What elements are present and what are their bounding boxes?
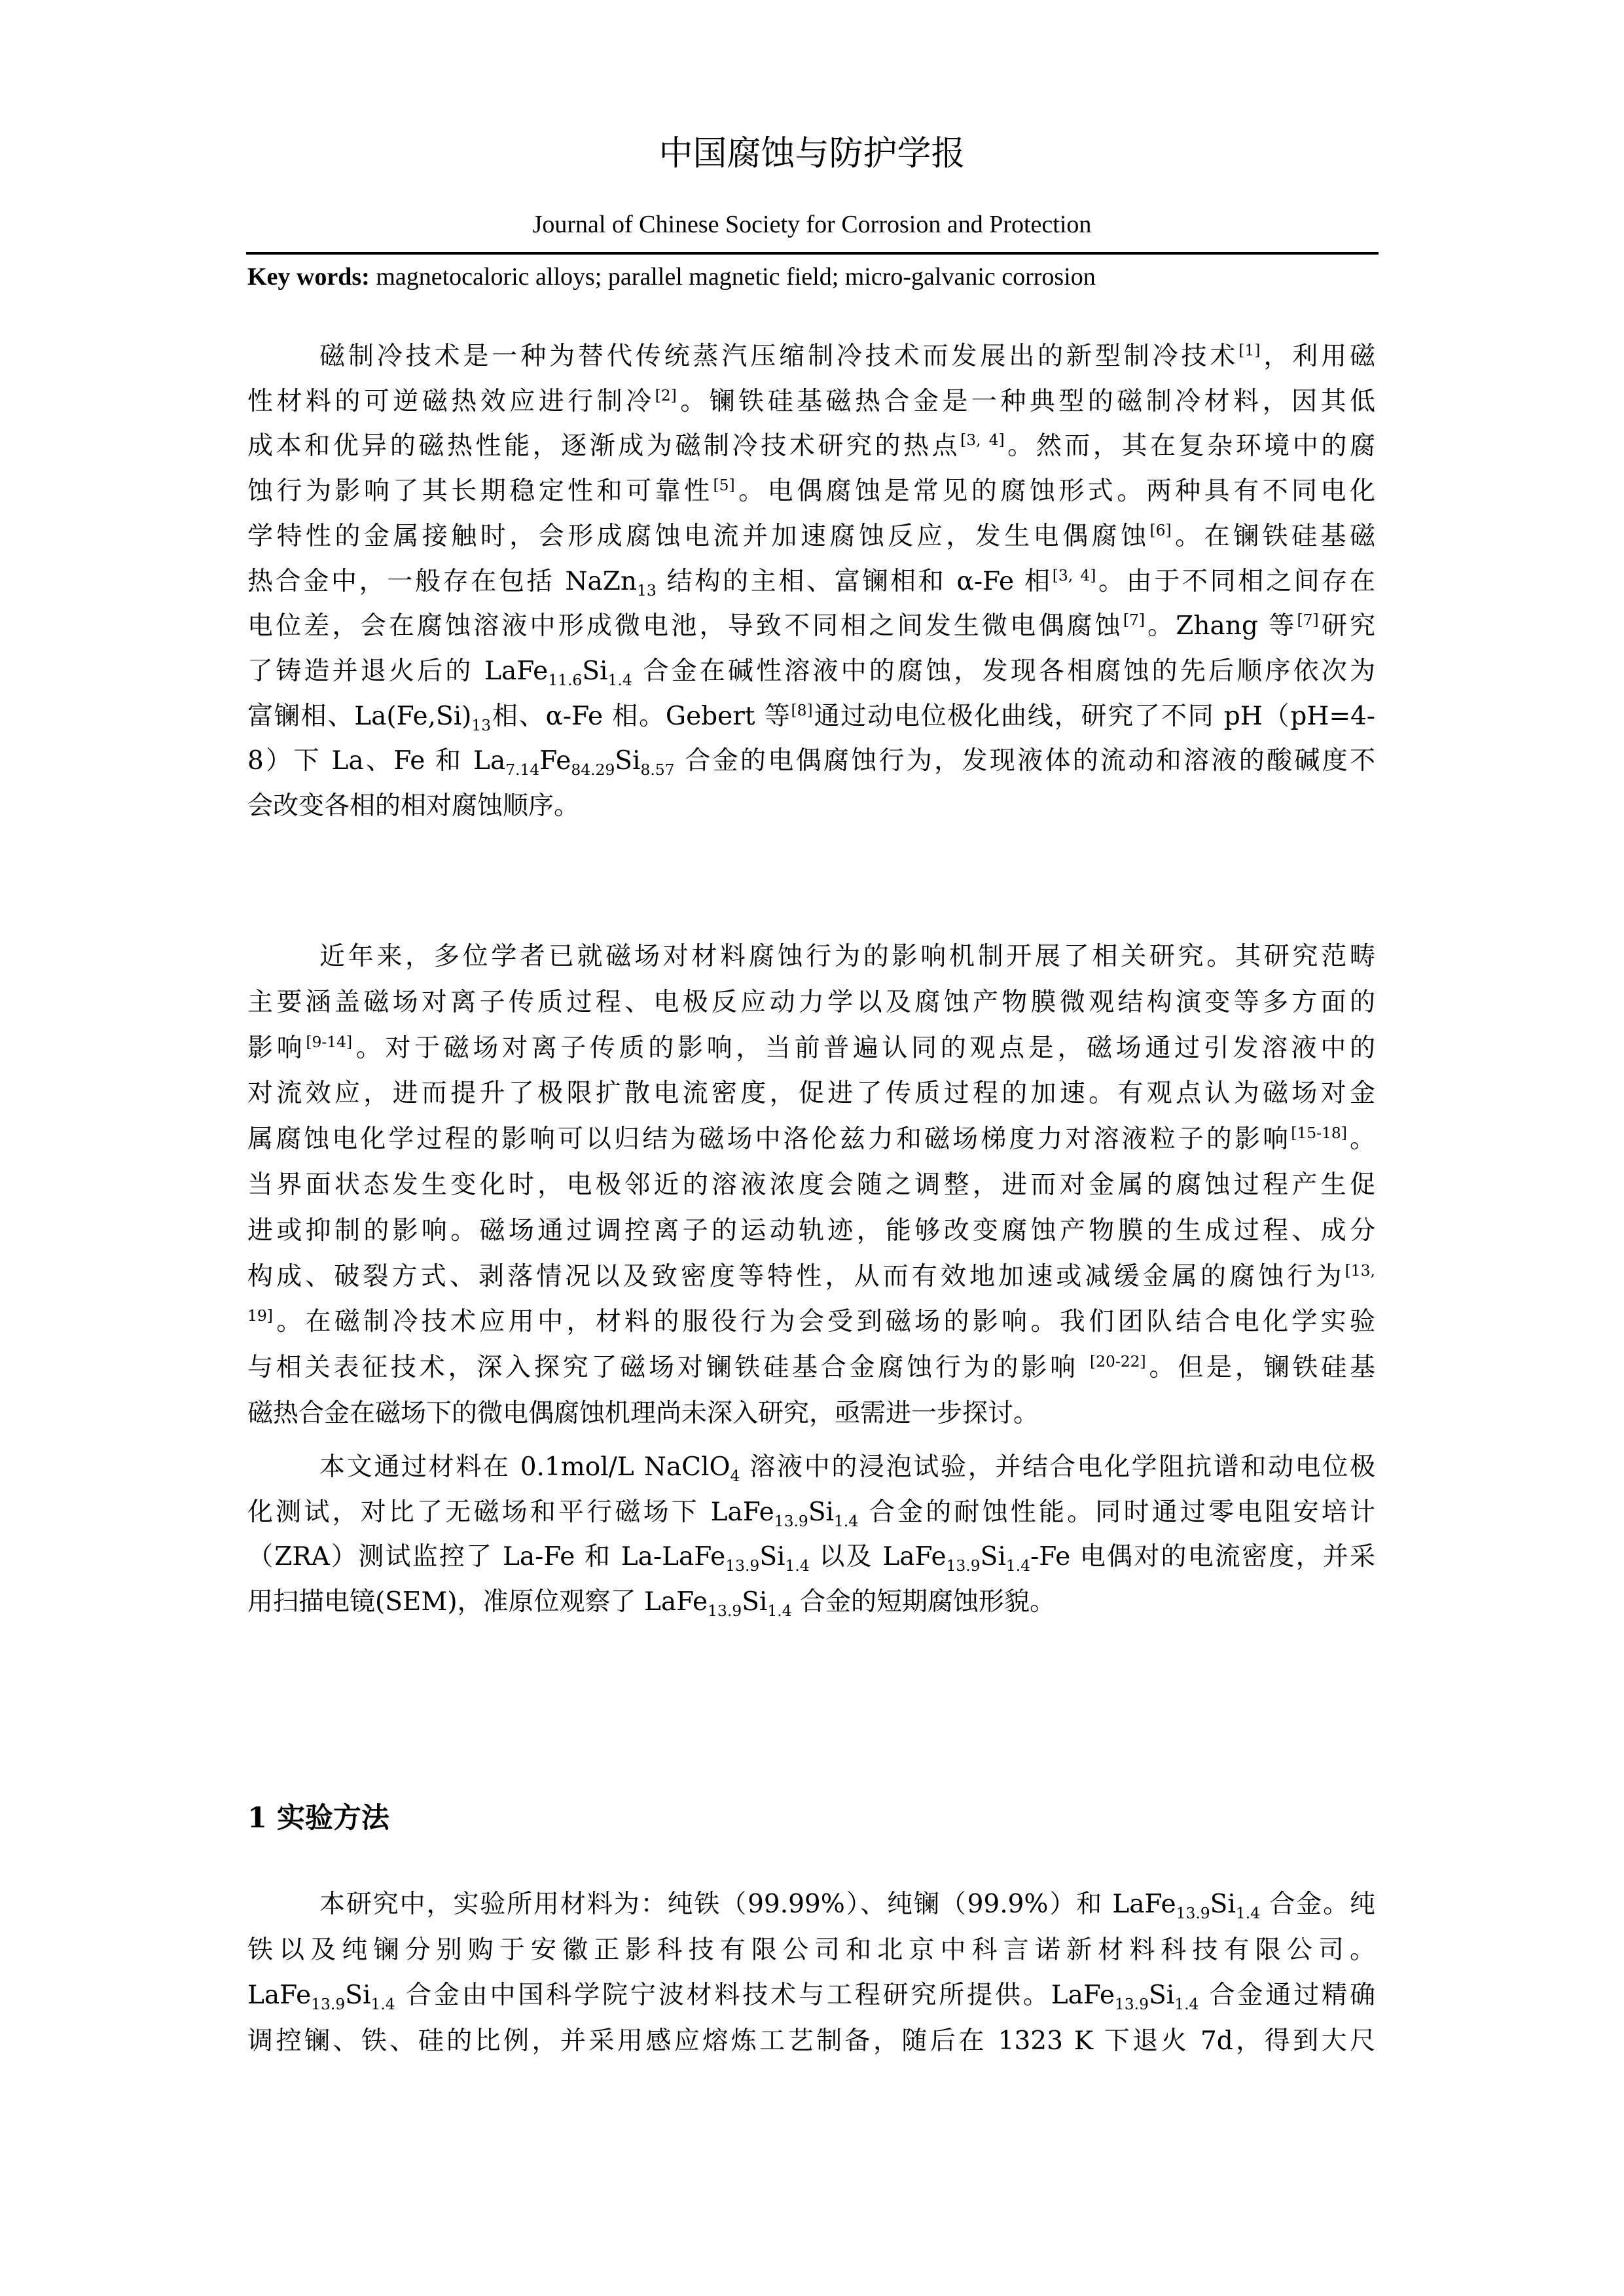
paragraph-line: $LaFe_{13.9}Si_{1.4}$ 合金由中国科学院宁波材料技术与工程研究所提供。$LaFe_{13.9}Si_{1.4}$ 合金通过精确 <box>247 1981 1375 2013</box>
paragraph-line: 构成、破裂方式、剥落情况以及致密度等特性，从而有效地加速或减缓金属的腐蚀行为$^{[13,}$ <box>247 1261 1375 1291</box>
paragraph-line: 磁热合金在磁场下的微电偶腐蚀机理尚未深入研究，亟需进一步探讨。 <box>247 1399 1039 1428</box>
paragraph-line: 对流效应，进而提升了极限扩散电流密度，促进了传质过程的加速。有观点认为磁场对金 <box>247 1079 1375 1108</box>
paragraph-line: 进或抑制的影响。磁场通过调控离子的运动轨迹，能够改变腐蚀产物膜的生成过程、成分 <box>247 1216 1375 1246</box>
keywords <box>247 260 1426 293</box>
paragraph-line: $^{19]}$。在磁制冷技术应用中，材料的服役行为会受到磁场的影响。我们团队结合电化学实验 <box>247 1306 1375 1336</box>
paragraph-line: 富镧相、$La(Fe,Si)_{13}$相、α-Fe 相。Gebert 等[8]通过动电位极化曲线，研究了不同 pH（pH=4- <box>247 701 1375 734</box>
paragraph-line: 性材料的可逆磁热效应进行制冷[2]。镧铁硅基磁热合金是一种典型的磁制冷材料，因其低 <box>247 386 1375 416</box>
paragraph-line: 铁以及纯镧分别购于安徽正影科技有限公司和北京中科言诺新材料科技有限公司。 <box>247 1935 1375 1965</box>
header-rule <box>246 252 1379 255</box>
paragraph-line: 用扫描电镜(SEM)，准原位观察了 $LaFe_{13.9}Si_{1.4}$ 合金的短期腐蚀形貌。 <box>247 1587 1056 1620</box>
paragraph-line: 成本和优异的磁热性能，逐渐成为磁制冷技术研究的热点[3, 4]。然而，其在复杂环境中的腐 <box>247 431 1375 461</box>
paragraph-line: 当界面状态发生变化时，电极邻近的溶液浓度会随之调整，进而对金属的腐蚀过程产生促 <box>247 1170 1375 1200</box>
paragraph-line: 8）下 La、Fe 和 $La_{7.14}Fe_{84.29}Si_{8.57}$ 合金的电偶腐蚀行为，发现液体的流动和溶液的酸碱度不 <box>247 746 1375 779</box>
paragraph-line: 近年来，多位学者已就磁场对材料腐蚀行为的影响机制开展了相关研究。其研究范畴 <box>319 942 1375 971</box>
paragraph-line: 影响[9-14]。对于磁场对离子传质的影响，当前普遍认同的观点是，磁场通过引发溶液中的 <box>247 1033 1375 1063</box>
keywords-text: magnetocaloric alloys; parallel magnetic field; micro-galvanic corrosion <box>369 263 1096 291</box>
paragraph-line: 了铸造并退火后的 $LaFe_{11.6}Si_{1.4}$ 合金在碱性溶液中的腐蚀，发现各相腐蚀的先后顺序依次为 <box>247 656 1375 689</box>
paragraph-line: 会改变各相的相对腐蚀顺序。 <box>247 791 580 821</box>
keywords-label: Key words: <box>247 263 370 291</box>
journal-title-english: Journal of Chinese Society for Corrosion and Protection <box>532 211 1092 238</box>
paragraph-line: 与相关表征技术，深入探究了磁场对镧铁硅基合金腐蚀行为的影响 [20-22]。但是，镧铁硅基 <box>247 1352 1375 1382</box>
paragraph-line: 本文通过材料在 0.1mol/L NaClO$_4$ 溶液中的浸泡试验，并结合电化学阻抗谱和动电位极 <box>319 1452 1375 1485</box>
paragraph-line: 化测试，对比了无磁场和平行磁场下 $LaFe_{13.9}Si_{1.4}$ 合金的耐蚀性能。同时通过零电阻安培计 <box>247 1498 1375 1530</box>
section-heading: 1 实验方法 <box>247 1802 389 1835</box>
paragraph-line: 学特性的金属接触时，会形成腐蚀电流并加速腐蚀反应，发生电偶腐蚀[6]。在镧铁硅基磁 <box>247 521 1375 551</box>
paragraph-line: 调控镧、铁、硅的比例，并采用感应熔炼工艺制备，随后在 1323 K 下退火 7d，得到大尺 <box>247 2026 1375 2056</box>
journal-title-chinese: 中国腐蚀与防护学报 <box>659 134 965 173</box>
paragraph-line: 电位差，会在腐蚀溶液中形成微电池，导致不同相之间发生微电偶腐蚀[7]。Zhang 等[7]研究 <box>247 611 1375 641</box>
paragraph-line: 主要涵盖磁场对离子传质过程、电极反应动力学以及腐蚀产物膜微观结构演变等多方面的 <box>247 988 1375 1017</box>
paragraph-line: 蚀行为影响了其长期稳定性和可靠性[5]。电偶腐蚀是常见的腐蚀形式。两种具有不同电化 <box>247 476 1375 506</box>
paragraph-line: 磁制冷技术是一种为替代传统蒸汽压缩制冷技术而发展出的新型制冷技术[1]，利用磁 <box>319 341 1375 371</box>
paragraph-line: 热合金中，一般存在包括 NaZn$_{13}$ 结构的主相、富镧相和 α-Fe 相[3, 4]。由于不同相之间存在 <box>247 566 1375 600</box>
paragraph-line: 属腐蚀电化学过程的影响可以归结为磁场中洛伦兹力和磁场梯度力对溶液粒子的影响[15-18]。 <box>247 1124 1375 1154</box>
paragraph-line: 本研究中，实验所用材料为：纯铁（99.99%）、纯镧（99.9%）和 $LaFe_{13.9}Si_{1.4}$ 合金。纯 <box>319 1890 1376 1922</box>
paragraph-line: （ZRA）测试监控了 La-Fe 和 $La-LaFe_{13.9}Si_{1.4}$ 以及 $LaFe_{13.9}Si_{1.4}-Fe$ 电偶对的电流密度，并采 <box>247 1542 1375 1575</box>
